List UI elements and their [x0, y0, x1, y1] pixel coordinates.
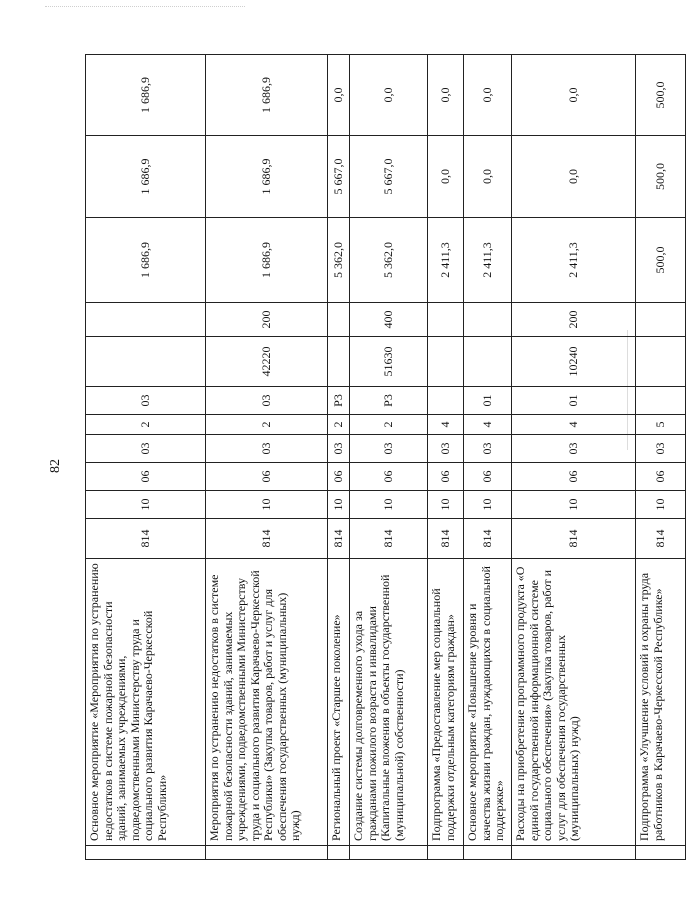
cell-event	[636, 387, 686, 415]
cell-year-2: 1 686,9	[206, 136, 328, 218]
cell-year-1: 1 686,9	[206, 218, 328, 303]
cell-ministry: 814	[464, 519, 512, 559]
cell-ministry: 814	[350, 519, 428, 559]
cell-event: 03	[86, 387, 206, 415]
cell-direction: 42220	[206, 337, 328, 387]
cell-subprogram: 4	[512, 415, 636, 435]
page-number: 82	[48, 459, 63, 473]
cell-program: 03	[512, 435, 636, 463]
cell-subsection: 06	[328, 463, 350, 491]
cell-ministry: 814	[86, 519, 206, 559]
cell-direction	[428, 337, 464, 387]
cell-year-1: 2 411,3	[512, 218, 636, 303]
cell-year-3: 0,0	[328, 55, 350, 136]
rotated-table-wrapper	[85, 55, 667, 860]
cell-subsection: 06	[512, 463, 636, 491]
cell-program: 03	[206, 435, 328, 463]
cell-ministry: 814	[328, 519, 350, 559]
row-name: Основное мероприятие «Повышение уровня и качества жизни граждан, нуждающихся в социальной поддержке»	[464, 559, 512, 846]
cell-event: 01	[464, 387, 512, 415]
cell-program: 03	[464, 435, 512, 463]
cell-expense-type	[86, 303, 206, 337]
cell-year-2: 0,0	[464, 136, 512, 218]
margin-cell	[350, 846, 428, 860]
table-row	[350, 55, 428, 860]
row-name: Расходы на приобретение программного продукта «О единой государственной информационной системе социального обеспечения» (Закупка товаров, работ и услуг для обеспечения государственных (муниципальных) нужд)	[512, 559, 636, 846]
cell-year-2: 1 686,9	[86, 136, 206, 218]
cell-year-2: 0,0	[428, 136, 464, 218]
cell-direction	[636, 337, 686, 387]
cell-subprogram: 4	[464, 415, 512, 435]
cell-year-2: 5 667,0	[350, 136, 428, 218]
cell-year-3: 0,0	[350, 55, 428, 136]
cell-year-3: 1 686,9	[206, 55, 328, 136]
row-name: Основное мероприятие «Мероприятия по устранению недостатков в системе пожарной безопасности зданий, занимаемых учреждениями, подведомственными Министерству труда и социального развития Карачаево-Черкесской Республики»	[86, 559, 206, 846]
cell-year-3: 0,0	[428, 55, 464, 136]
cell-year-1: 2 411,3	[428, 218, 464, 303]
cell-year-1: 5 362,0	[328, 218, 350, 303]
cell-subprogram: 4	[428, 415, 464, 435]
cell-expense-type	[328, 303, 350, 337]
row-name: Подпрограмма «Улучшение условий и охраны труда работников в Карачаево-Черкесской Республике»	[636, 559, 686, 846]
cell-direction	[328, 337, 350, 387]
cell-direction: 10240	[512, 337, 636, 387]
cell-event	[428, 387, 464, 415]
cell-year-3: 0,0	[512, 55, 636, 136]
cell-ministry: 814	[206, 519, 328, 559]
cell-section: 10	[86, 491, 206, 519]
cell-subsection: 06	[464, 463, 512, 491]
row-name: Подпрограмма «Предоставление мер социальной поддержки отдельным категориям граждан»	[428, 559, 464, 846]
cell-section: 10	[328, 491, 350, 519]
margin-cell	[512, 846, 636, 860]
cell-section: 10	[428, 491, 464, 519]
cell-event: Р3	[350, 387, 428, 415]
cell-year-1: 5 362,0	[350, 218, 428, 303]
cell-year-3: 0,0	[464, 55, 512, 136]
margin-cell	[206, 846, 328, 860]
cell-expense-type	[464, 303, 512, 337]
cell-event: Р3	[328, 387, 350, 415]
table-body	[86, 55, 686, 860]
cell-program: 03	[86, 435, 206, 463]
cell-direction: 51630	[350, 337, 428, 387]
cell-program: 03	[636, 435, 686, 463]
cell-year-2: 0,0	[512, 136, 636, 218]
cell-subprogram: 2	[350, 415, 428, 435]
row-name: Создание системы долговременного ухода за гражданами пожилого возраста и инвалидами (Капитальные вложения в объекты государственной (муниципальной) собственности)	[350, 559, 428, 846]
cell-expense-type: 400	[350, 303, 428, 337]
margin-cell	[86, 846, 206, 860]
cell-expense-type: 200	[206, 303, 328, 337]
cell-subprogram: 2	[328, 415, 350, 435]
cell-direction	[464, 337, 512, 387]
cell-subsection: 06	[206, 463, 328, 491]
cell-program: 03	[428, 435, 464, 463]
table-row	[464, 55, 512, 860]
cell-year-2: 500,0	[636, 136, 686, 218]
cell-direction	[86, 337, 206, 387]
table-row	[328, 55, 350, 860]
row-name: Мероприятия по устранению недостатков в системе пожарной безопасности зданий, занимаемых учреждениями, подведомственными Министерству труда и социального развития Карачаево-Черкесской Республики» (Закупка товаров, работ и услуг для обеспечения государственных (муниципальных) нужд)	[206, 559, 328, 846]
cell-ministry: 814	[512, 519, 636, 559]
row-name: Региональный проект «Старшее поколение»	[328, 559, 350, 846]
table-row	[206, 55, 328, 860]
cell-section: 10	[512, 491, 636, 519]
cell-year-1: 1 686,9	[86, 218, 206, 303]
cell-event: 03	[206, 387, 328, 415]
cell-program: 03	[350, 435, 428, 463]
cell-subsection: 06	[350, 463, 428, 491]
cell-year-2: 5 667,0	[328, 136, 350, 218]
cell-section: 10	[636, 491, 686, 519]
margin-cell	[428, 846, 464, 860]
cell-subsection: 06	[86, 463, 206, 491]
table-row	[512, 55, 636, 860]
cell-ministry: 814	[636, 519, 686, 559]
cell-section: 10	[350, 491, 428, 519]
table-row	[428, 55, 464, 860]
cell-program: 03	[328, 435, 350, 463]
scan-artifact	[45, 6, 245, 11]
cell-year-1: 500,0	[636, 218, 686, 303]
budget-table	[85, 54, 686, 860]
cell-subsection: 06	[428, 463, 464, 491]
table-row	[636, 55, 686, 860]
cell-ministry: 814	[428, 519, 464, 559]
margin-cell	[636, 846, 686, 860]
cell-year-1: 2 411,3	[464, 218, 512, 303]
cell-expense-type	[428, 303, 464, 337]
cell-expense-type	[636, 303, 686, 337]
margin-cell	[328, 846, 350, 860]
cell-subsection: 06	[636, 463, 686, 491]
cell-year-3: 500,0	[636, 55, 686, 136]
cell-expense-type: 200	[512, 303, 636, 337]
margin-cell	[464, 846, 512, 860]
cell-event: 01	[512, 387, 636, 415]
cell-year-3: 1 686,9	[86, 55, 206, 136]
cell-subprogram: 2	[86, 415, 206, 435]
cell-subprogram: 5	[636, 415, 686, 435]
cell-section: 10	[464, 491, 512, 519]
table-row	[86, 55, 206, 860]
cell-section: 10	[206, 491, 328, 519]
cell-subprogram: 2	[206, 415, 328, 435]
